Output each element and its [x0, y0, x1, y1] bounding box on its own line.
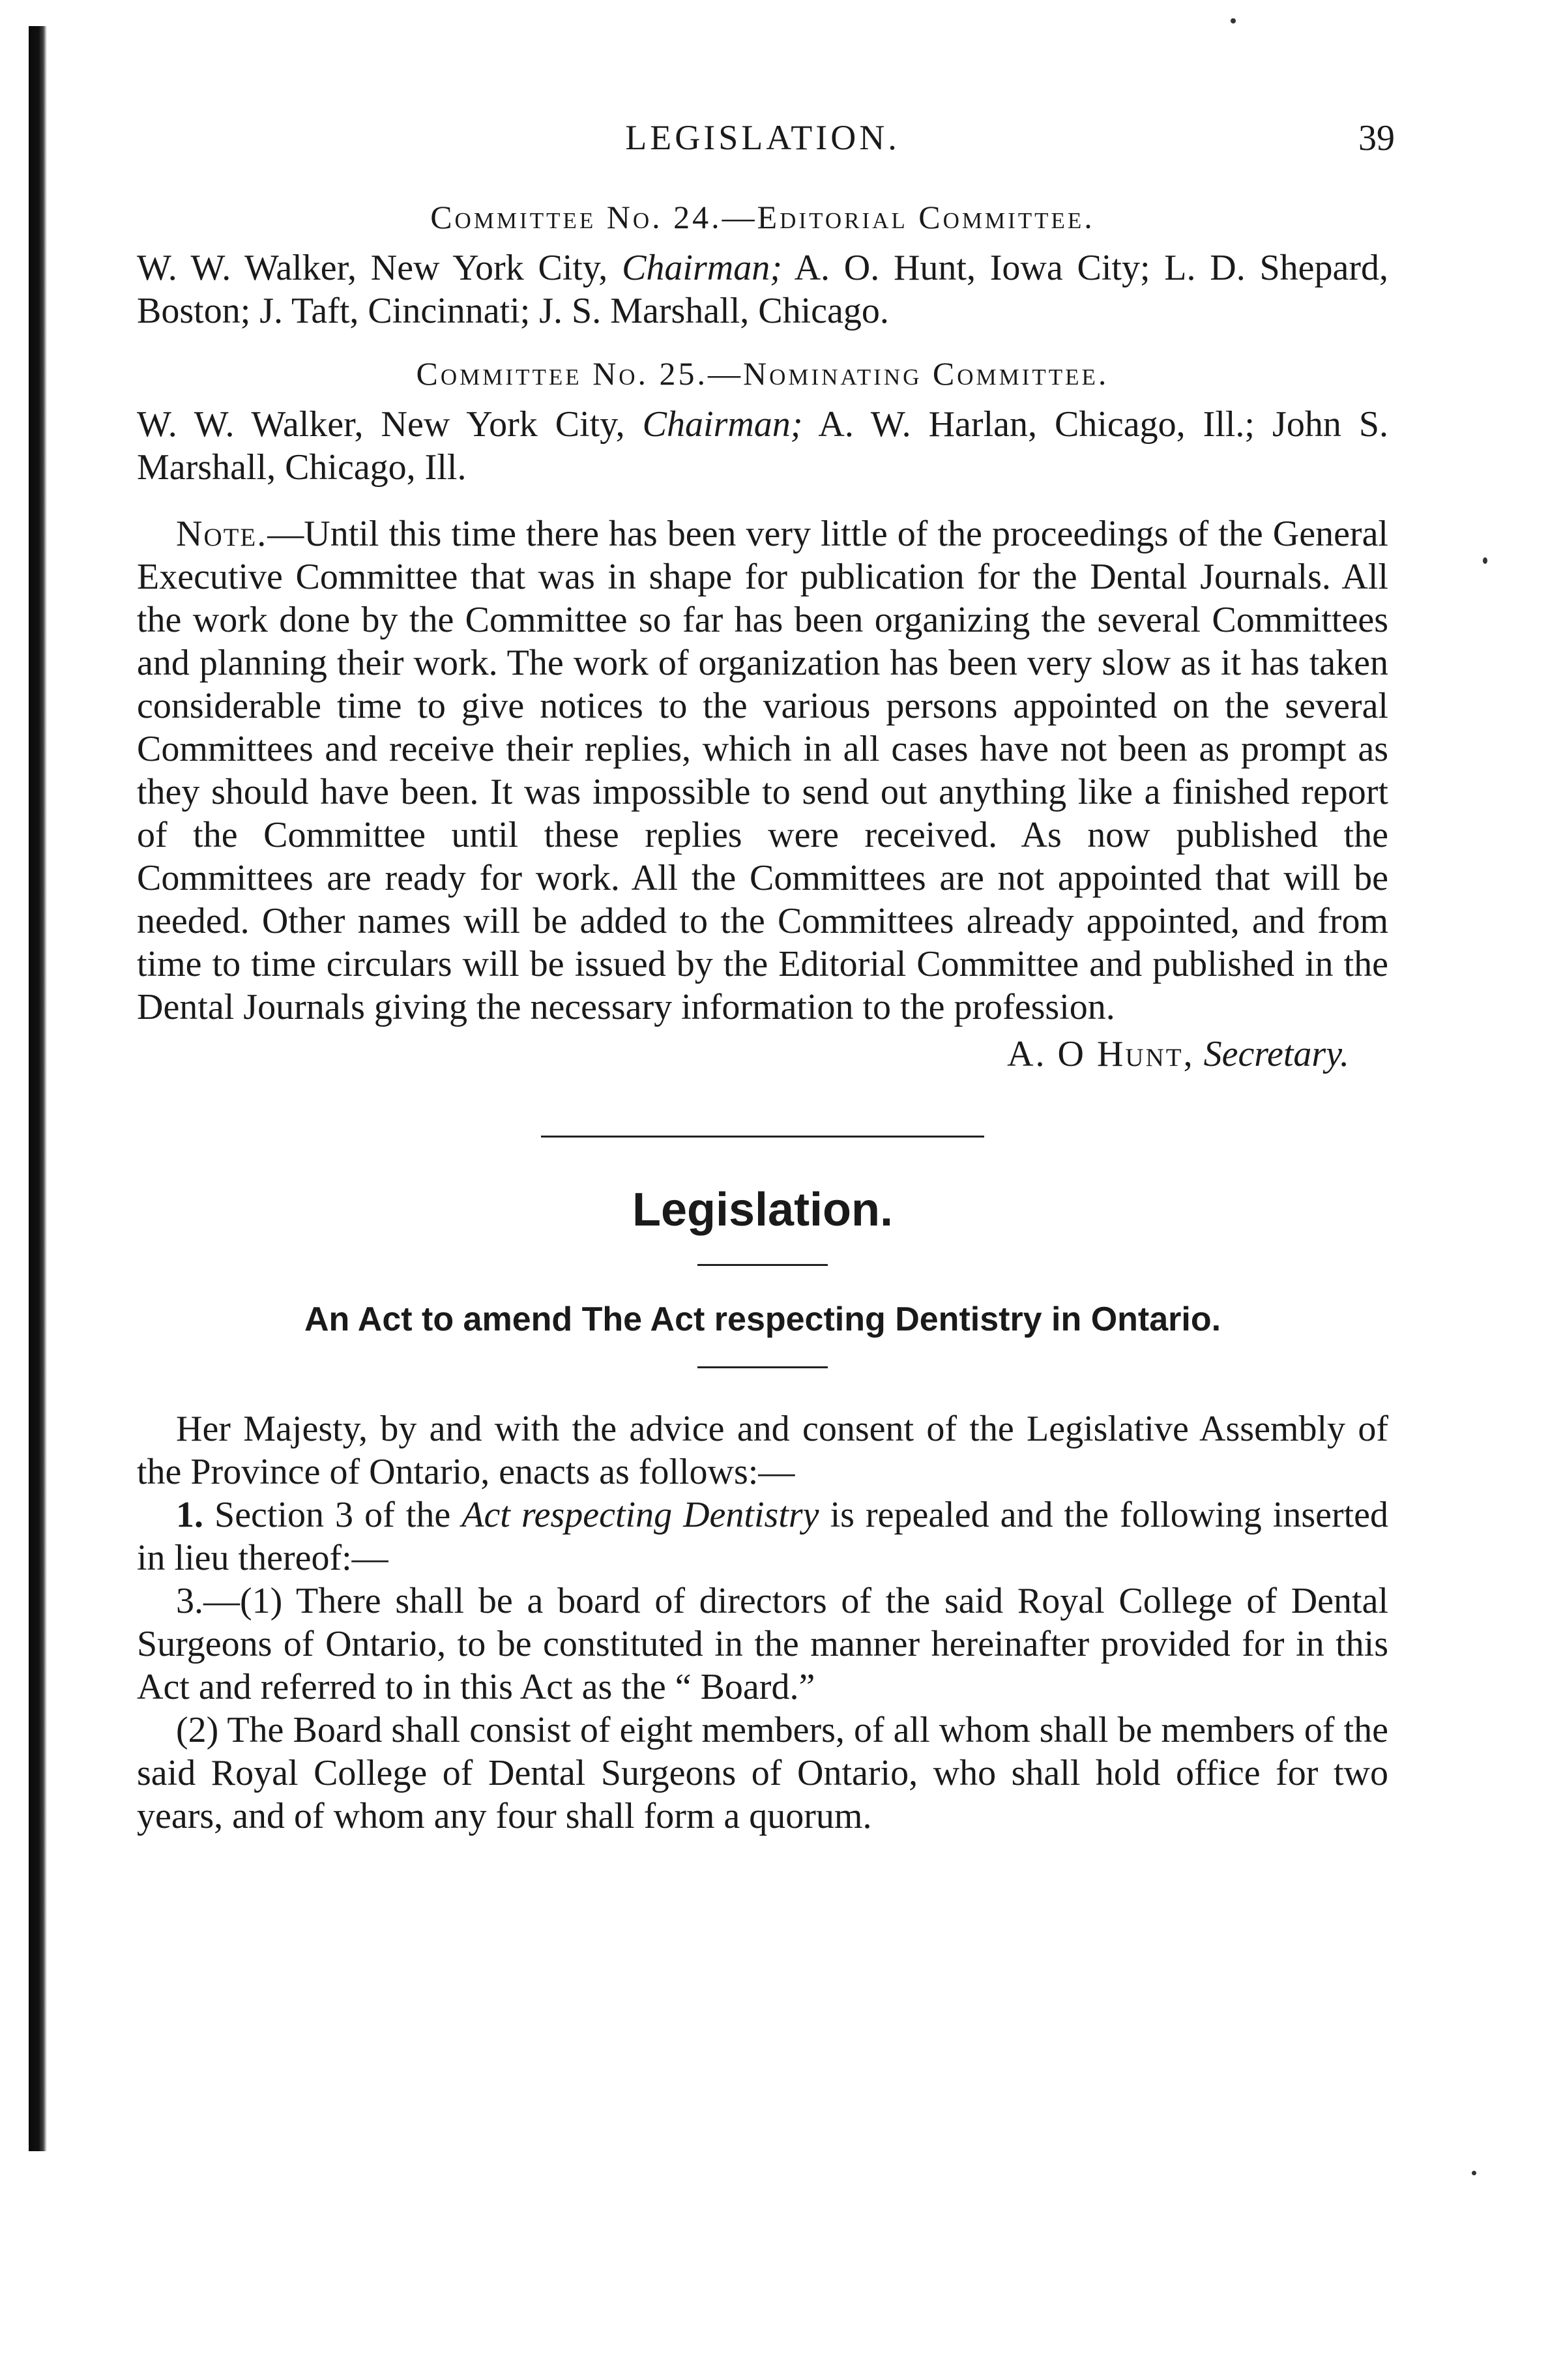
- stray-mark: [1231, 18, 1236, 23]
- stray-mark: [1483, 557, 1487, 564]
- enacting-clause: Her Majesty, by and with the advice and consent of the Legislative Assembly of the Province of Ontario, enacts as follows:—: [137, 1409, 1388, 1492]
- committee-25-heading: Committee No. 25.—Nominating Committee.: [416, 355, 1109, 392]
- note-lead: Note.: [176, 514, 268, 554]
- act-body: [137, 1407, 1388, 1838]
- note-paragraph: [137, 512, 1388, 1029]
- committee-24-members-b: A. O. Hunt, Iowa City; L. D. Shepard, Boston; J. Taft, Cincinnati; J. S. Marshall, Chicago.: [137, 248, 1388, 331]
- note-text: —Until this time there has been very little of the proceedings of the General Executive Committee that was in shape for publication for the Dental Journals. All the work done by the Committee so far has been organizing the several Committees and planning their work. The work of organization has been very slow as it has taken considerable time to give notices to the various persons appointed on the several Committees and receive their replies, which in all cases have not been as prompt as they should have been. It was impossible to send out anything like a finished report of the Committee until these replies were received. As now published the Committees are ready for work. All the Committees are not appointed that will be needed. Other names will be added to the Committees already appointed, and from time to time circulars will be issued by the Editorial Committee and published in the Dental Journals giving the necessary information to the profession.: [137, 514, 1388, 1027]
- committee-25-members-b: A. W. Harlan, Chicago, Ill.; John S. Marshall, Chicago, Ill.: [137, 404, 1389, 488]
- page-number: 39: [1358, 118, 1395, 158]
- section-3-2: (2) The Board shall consist of eight members, of all whom shall be members of the said Royal College of Dental Surgeons of Ontario, who shall hold office for two years, and of whom any four shall form a quorum.: [137, 1710, 1388, 1836]
- act-title-rule: [697, 1366, 828, 1368]
- signature: [137, 1031, 1388, 1077]
- binding-edge: [29, 26, 47, 2151]
- signature-title: Secretary.: [1203, 1034, 1349, 1074]
- section-title: Legislation.: [632, 1184, 894, 1236]
- section-1-act-name: Act respecting Dentistry: [461, 1495, 819, 1535]
- section-1-after: is repealed and the following inserted in lieu thereof:—: [137, 1495, 1389, 1578]
- committee-24-heading: Committee No. 24.—Editorial Committee.: [430, 199, 1095, 235]
- section-divider: [541, 1136, 984, 1138]
- signature-name: A. O Hunt,: [1007, 1034, 1195, 1074]
- section-3-1: 3.—(1) There shall be a board of directors of the said Royal College of Dental Surgeons of Ontario, to be constituted in the manner hereinafter provided for in this Act and referred to in this Act as the “ Board.”: [137, 1581, 1388, 1707]
- committee-25-chairman: Chairman;: [642, 404, 803, 445]
- section-1-number: 1.: [176, 1495, 203, 1535]
- committee-25-members-a: W. W. Walker, New York City,: [137, 404, 625, 445]
- committee-24-members: [137, 246, 1388, 332]
- act-title: An Act to amend The Act respecting Dentistry in Ontario.: [304, 1300, 1221, 1338]
- committee-25-members: [137, 403, 1388, 489]
- title-rule: [697, 1264, 828, 1266]
- committee-24-chairman: Chairman;: [622, 248, 782, 288]
- committee-24-members-a: W. W. Walker, New York City,: [137, 248, 608, 288]
- section-1: [137, 1493, 1388, 1579]
- stray-mark: [1472, 2171, 1476, 2175]
- running-head: [137, 117, 1395, 176]
- page: [137, 117, 1395, 1838]
- section-1-before: Section 3 of the: [214, 1495, 451, 1535]
- running-head-title: LEGISLATION.: [625, 118, 900, 157]
